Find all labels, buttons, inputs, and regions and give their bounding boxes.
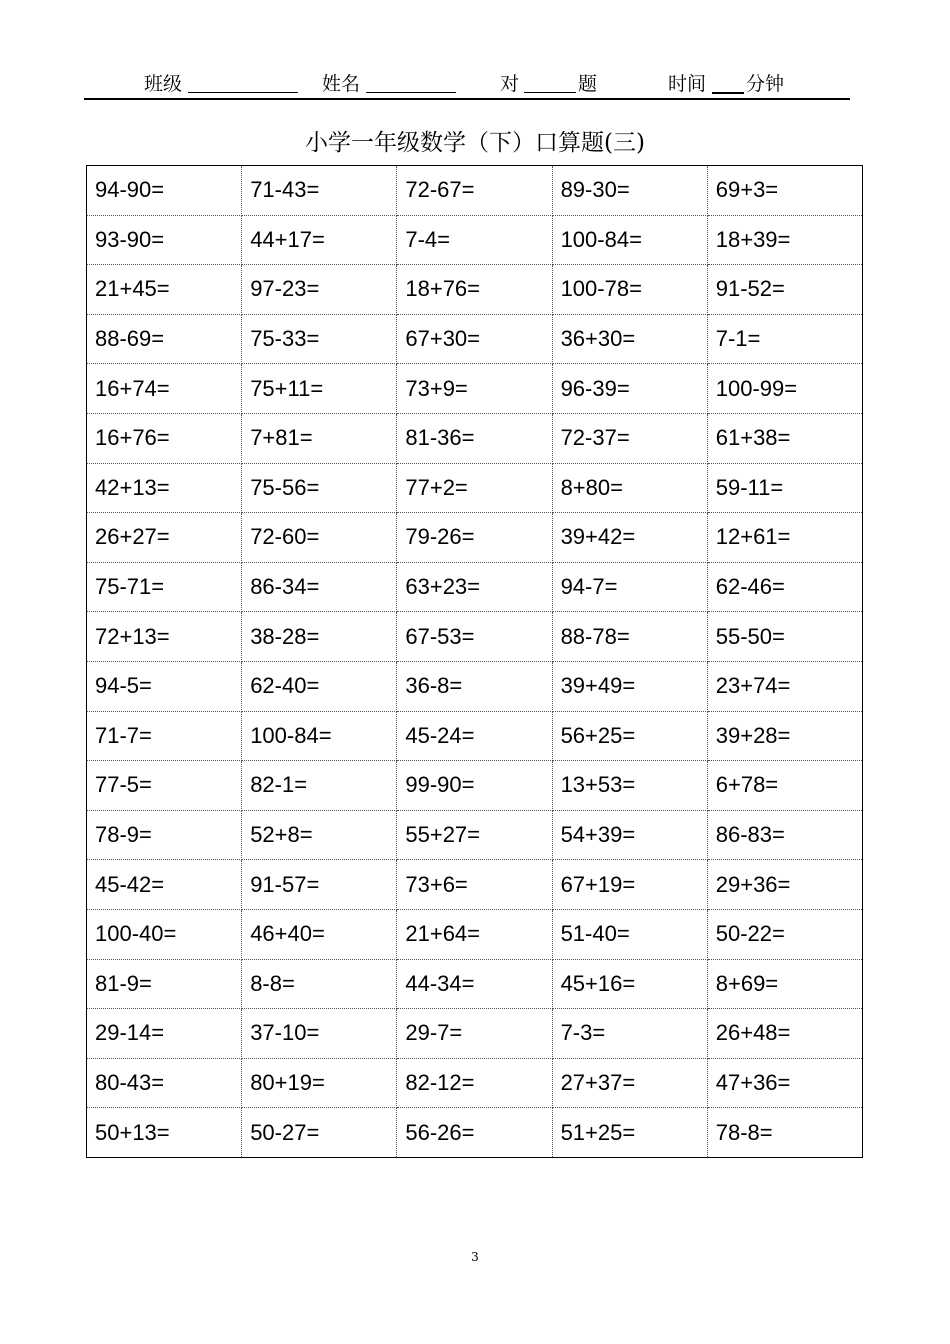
time-label: 时间: [668, 73, 707, 95]
problem-cell: 93-90=: [87, 215, 242, 265]
problem-cell: 18+39=: [707, 215, 862, 265]
problem-cell: 100-84=: [242, 711, 397, 761]
problem-cell: 7-4=: [397, 215, 552, 265]
problem-cell: 52+8=: [242, 810, 397, 860]
table-row: [87, 909, 863, 959]
problem-cell: 97-23=: [242, 265, 397, 315]
problem-cell: 88-78=: [552, 612, 707, 662]
problem-cell: 86-34=: [242, 562, 397, 612]
table-row: [87, 413, 863, 463]
problem-cell: 67+19=: [552, 860, 707, 910]
problem-cell: 88-69=: [87, 314, 242, 364]
problem-cell: 100-40=: [87, 909, 242, 959]
problem-cell: 94-5=: [87, 661, 242, 711]
table-row: [87, 265, 863, 315]
table-row: [87, 959, 863, 1009]
problem-cell: 45-42=: [87, 860, 242, 910]
problem-cell: 45+16=: [552, 959, 707, 1009]
problem-cell: 29+36=: [707, 860, 862, 910]
time-blank[interactable]: [712, 92, 744, 94]
problem-cell: 67+30=: [397, 314, 552, 364]
problem-cell: 55-50=: [707, 612, 862, 662]
problem-cell: 38-28=: [242, 612, 397, 662]
problem-cell: 91-52=: [707, 265, 862, 315]
name-blank[interactable]: [366, 92, 456, 93]
problem-cell: 8+69=: [707, 959, 862, 1009]
table-row: [87, 1058, 863, 1108]
table-row: [87, 562, 863, 612]
table-row: [87, 166, 863, 216]
problem-cell: 86-83=: [707, 810, 862, 860]
problem-cell: 99-90=: [397, 761, 552, 811]
problem-cell: 8+80=: [552, 463, 707, 513]
problem-cell: 69+3=: [707, 166, 862, 216]
problem-cell: 39+28=: [707, 711, 862, 761]
problem-cell: 51-40=: [552, 909, 707, 959]
problem-cell: 82-12=: [397, 1058, 552, 1108]
problem-cell: 94-7=: [552, 562, 707, 612]
problem-cell: 79-26=: [397, 513, 552, 563]
problem-cell: 7-3=: [552, 1009, 707, 1059]
problem-cell: 81-9=: [87, 959, 242, 1009]
table-row: [87, 661, 863, 711]
problem-cell: 73+9=: [397, 364, 552, 414]
problem-cell: 91-57=: [242, 860, 397, 910]
questions-label: 题: [578, 73, 598, 95]
problem-cell: 50-27=: [242, 1108, 397, 1158]
problem-cell: 44-34=: [397, 959, 552, 1009]
problem-cell: 73+6=: [397, 860, 552, 910]
worksheet-header: [84, 66, 850, 100]
problem-cell: 50+13=: [87, 1108, 242, 1158]
problem-cell: 67-53=: [397, 612, 552, 662]
table-row: [87, 463, 863, 513]
problem-cell: 100-84=: [552, 215, 707, 265]
problem-cell: 81-36=: [397, 413, 552, 463]
problem-cell: 71-43=: [242, 166, 397, 216]
problem-cell: 21+45=: [87, 265, 242, 315]
table-row: [87, 1108, 863, 1158]
problem-cell: 80-43=: [87, 1058, 242, 1108]
problem-cell: 71-7=: [87, 711, 242, 761]
problem-cell: 78-8=: [707, 1108, 862, 1158]
problem-cell: 75-33=: [242, 314, 397, 364]
problem-cell: 39+49=: [552, 661, 707, 711]
problem-cell: 16+74=: [87, 364, 242, 414]
problem-cell: 26+48=: [707, 1009, 862, 1059]
problem-cell: 82-1=: [242, 761, 397, 811]
problem-cell: 39+42=: [552, 513, 707, 563]
problem-cell: 46+40=: [242, 909, 397, 959]
problem-cell: 54+39=: [552, 810, 707, 860]
problem-cell: 45-24=: [397, 711, 552, 761]
problem-cell: 75-71=: [87, 562, 242, 612]
table-row: [87, 314, 863, 364]
problem-cell: 36-8=: [397, 661, 552, 711]
problem-cell: 29-14=: [87, 1009, 242, 1059]
table-row: [87, 513, 863, 563]
table-row: [87, 1009, 863, 1059]
problem-cell: 55+27=: [397, 810, 552, 860]
problem-cell: 23+74=: [707, 661, 862, 711]
problem-cell: 77+2=: [397, 463, 552, 513]
problem-cell: 100-99=: [707, 364, 862, 414]
problem-cell: 12+61=: [707, 513, 862, 563]
worksheet-title: 小学一年级数学（下）口算题(三): [305, 130, 645, 156]
problem-cell: 7-1=: [707, 314, 862, 364]
problem-cell: 62-46=: [707, 562, 862, 612]
problem-cell: 50-22=: [707, 909, 862, 959]
table-row: [87, 810, 863, 860]
table-row: [87, 215, 863, 265]
problem-cell: 61+38=: [707, 413, 862, 463]
table-row: [87, 364, 863, 414]
problem-cell: 75+11=: [242, 364, 397, 414]
correct-count-blank[interactable]: [524, 92, 576, 93]
problem-cell: 89-30=: [552, 166, 707, 216]
problem-cell: 72+13=: [87, 612, 242, 662]
problem-cell: 16+76=: [87, 413, 242, 463]
problem-cell: 6+78=: [707, 761, 862, 811]
problem-cell: 42+13=: [87, 463, 242, 513]
problem-cell: 94-90=: [87, 166, 242, 216]
problem-cell: 7+81=: [242, 413, 397, 463]
problem-cell: 51+25=: [552, 1108, 707, 1158]
problem-cell: 47+36=: [707, 1058, 862, 1108]
problem-cell: 13+53=: [552, 761, 707, 811]
problem-cell: 77-5=: [87, 761, 242, 811]
problem-cell: 27+37=: [552, 1058, 707, 1108]
name-label: 姓名: [322, 73, 361, 95]
problem-cell: 100-78=: [552, 265, 707, 315]
table-row: [87, 612, 863, 662]
problem-cell: 96-39=: [552, 364, 707, 414]
problem-cell: 56+25=: [552, 711, 707, 761]
class-label: 班级: [144, 73, 183, 95]
problem-cell: 8-8=: [242, 959, 397, 1009]
problem-cell: 18+76=: [397, 265, 552, 315]
problem-cell: 21+64=: [397, 909, 552, 959]
problem-cell: 80+19=: [242, 1058, 397, 1108]
problem-cell: 75-56=: [242, 463, 397, 513]
table-row: [87, 761, 863, 811]
problem-cell: 44+17=: [242, 215, 397, 265]
problem-cell: 37-10=: [242, 1009, 397, 1059]
problem-cell: 72-67=: [397, 166, 552, 216]
problem-cell: 72-60=: [242, 513, 397, 563]
problem-cell: 78-9=: [87, 810, 242, 860]
arithmetic-problem-grid: [86, 165, 863, 1158]
problem-cell: 72-37=: [552, 413, 707, 463]
problem-cell: 56-26=: [397, 1108, 552, 1158]
problem-cell: 26+27=: [87, 513, 242, 563]
problem-cell: 59-11=: [707, 463, 862, 513]
problem-cell: 36+30=: [552, 314, 707, 364]
table-row: [87, 711, 863, 761]
correct-label: 对: [500, 73, 520, 95]
problem-cell: 29-7=: [397, 1009, 552, 1059]
table-row: [87, 860, 863, 910]
minutes-label: 分钟: [746, 73, 785, 95]
problem-cell: 62-40=: [242, 661, 397, 711]
page-number: 3: [471, 1250, 479, 1264]
class-blank[interactable]: [188, 92, 298, 93]
problem-cell: 63+23=: [397, 562, 552, 612]
